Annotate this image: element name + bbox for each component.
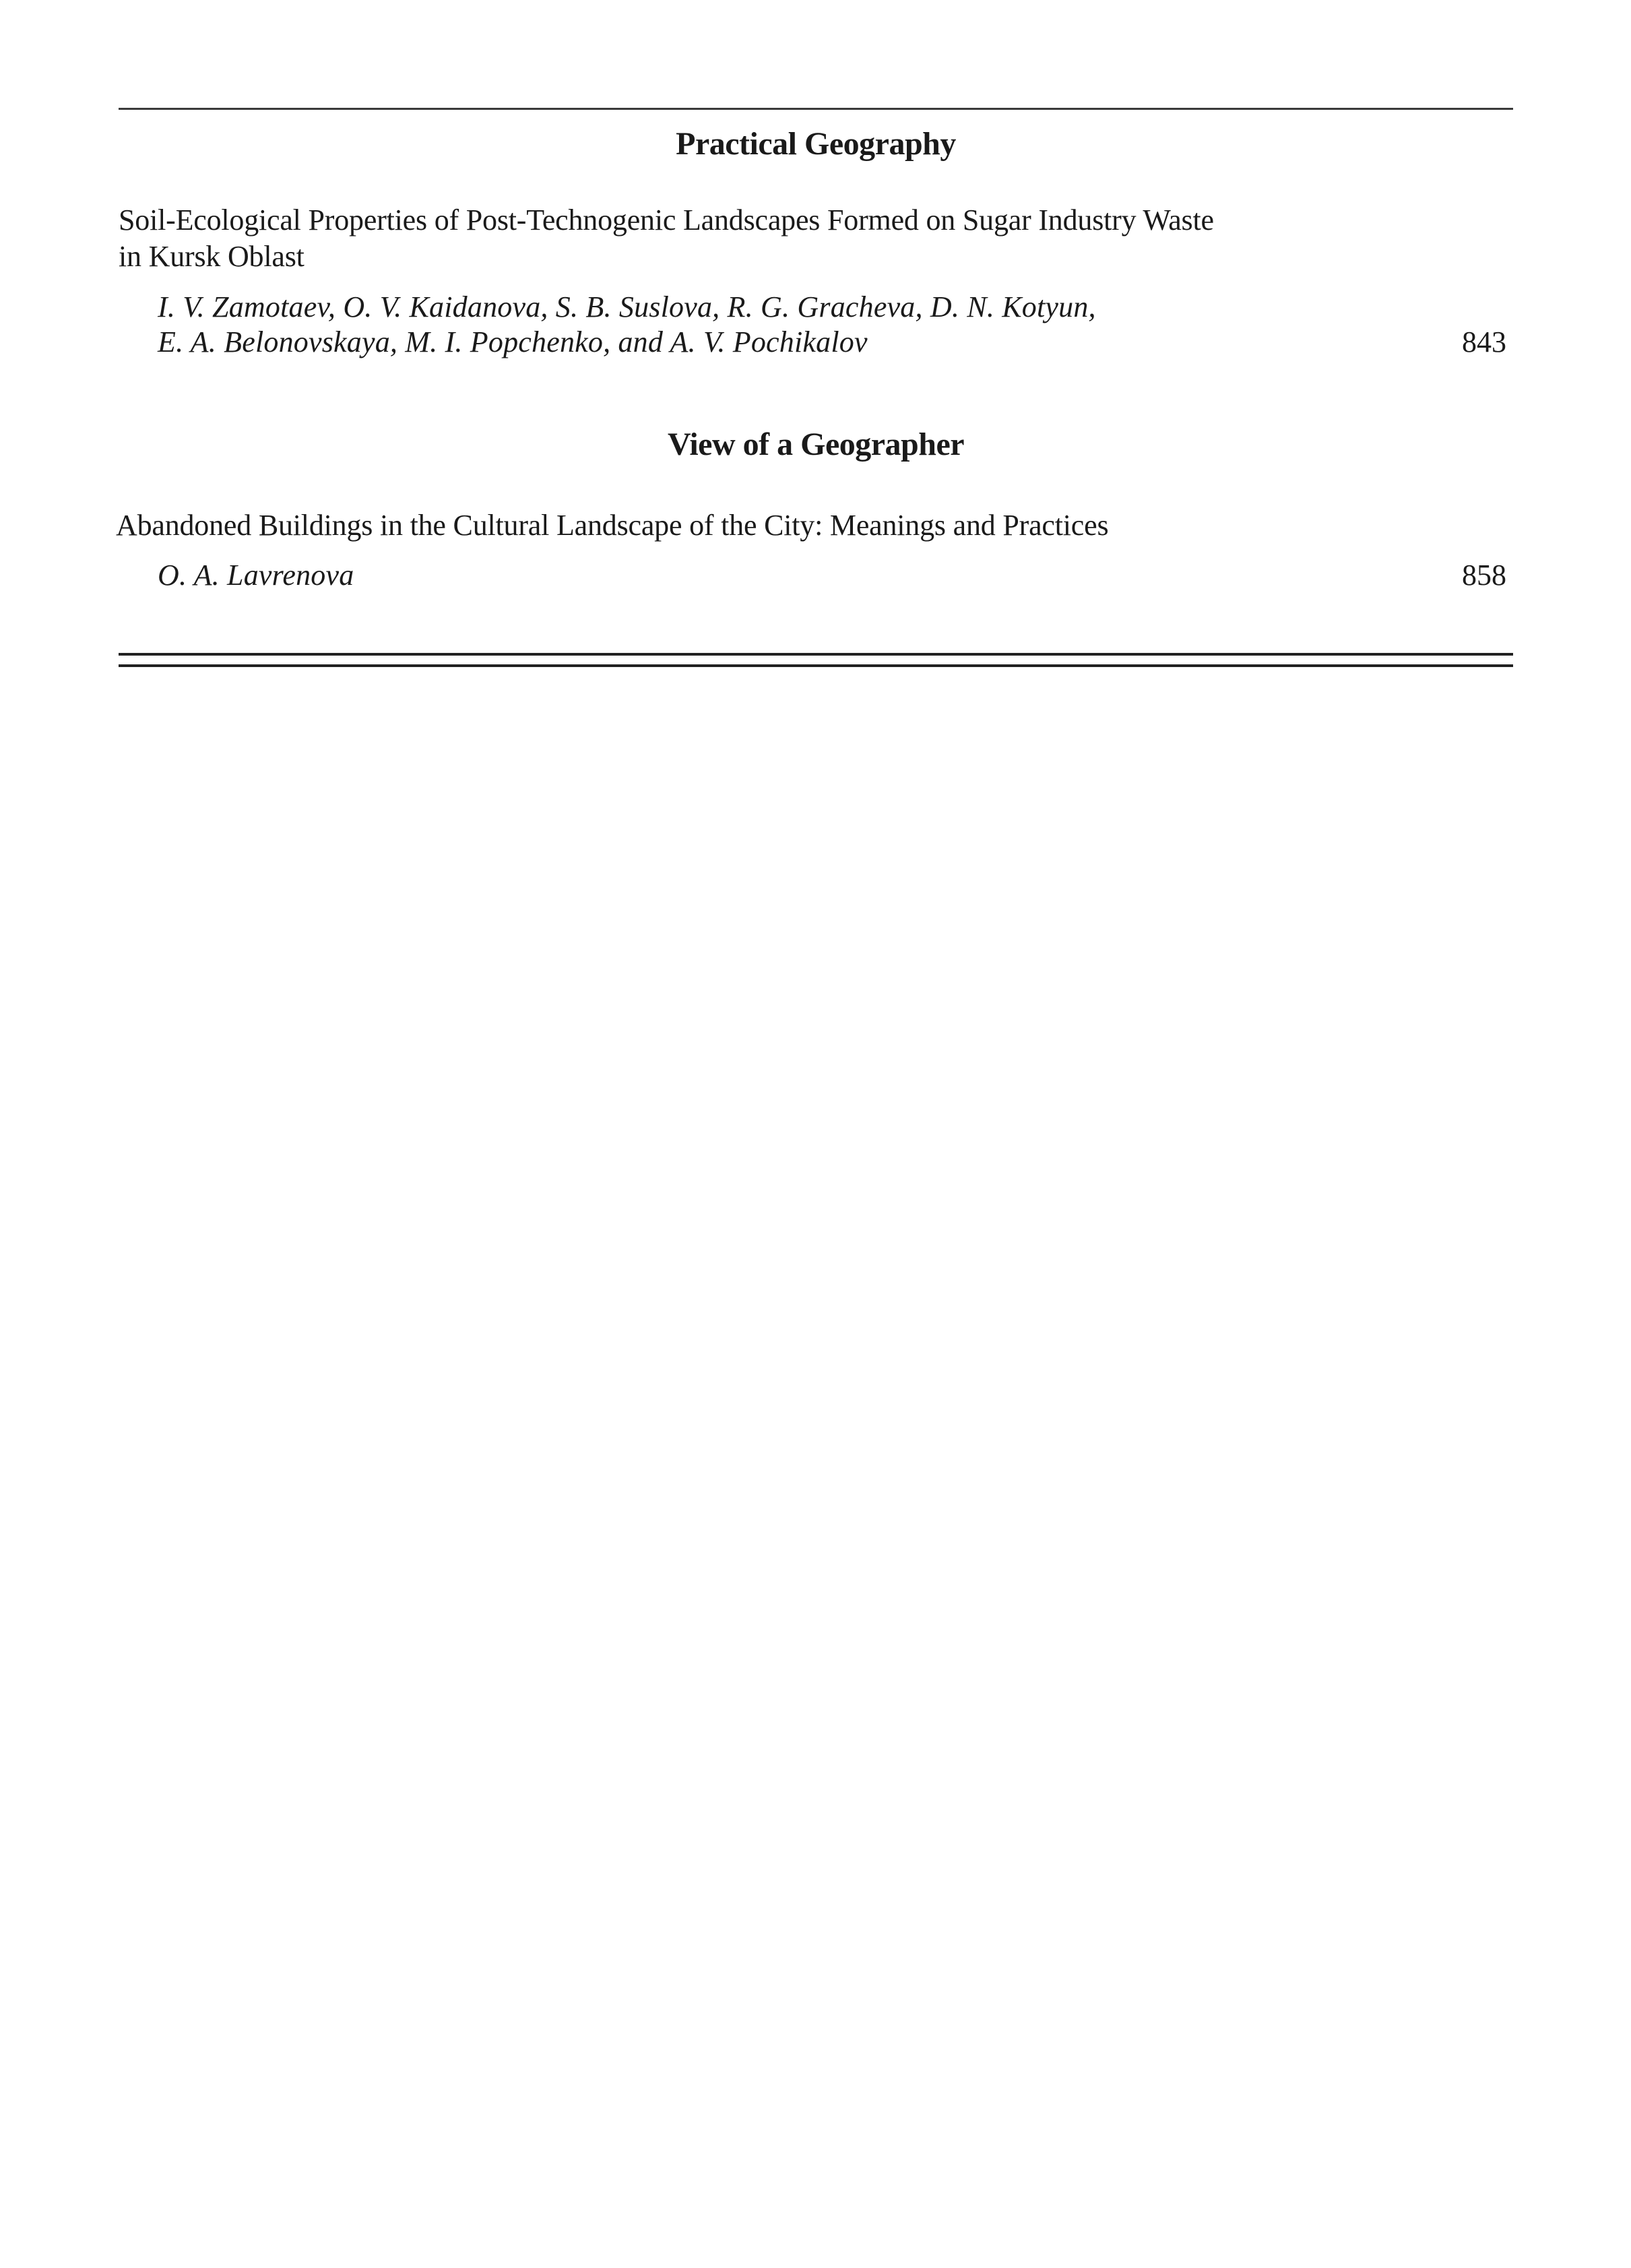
article-authors	[158, 558, 1370, 593]
article-title-line: Abandoned Buildings in the Cultural Landscape of the City: Meanings and Practices	[116, 509, 1109, 542]
article-title-abandoned-buildings[interactable]	[116, 507, 1396, 544]
section-heading-view-of-a-geographer: View of a Geographer	[667, 427, 965, 462]
author-line: I. V. Zamotaev, O. V. Kaidanova, S. B. Suslova, R. G. Gracheva, D. N. Kotyun,	[158, 290, 1096, 323]
article-page-number: 843	[1462, 325, 1506, 358]
article-authors	[158, 290, 1370, 360]
article-title-soil-ecological[interactable]	[119, 202, 1399, 275]
author-line: E. A. Belonovskaya, M. I. Popchenko, and A. V. Pochikalov	[158, 325, 868, 358]
section-heading-practical-geography: Practical Geography	[676, 126, 956, 162]
bottom-double-rule-lower	[119, 664, 1513, 667]
article-page-number: 858	[1462, 559, 1506, 592]
article-title-line: in Kursk Oblast	[119, 240, 305, 273]
author-line: O. A. Lavrenova	[158, 559, 354, 592]
bottom-double-rule-upper	[119, 653, 1513, 656]
article-title-line: Soil-Ecological Properties of Post-Technogenic Landscapes Formed on Sugar Industry Waste	[119, 203, 1214, 237]
top-rule	[119, 108, 1513, 110]
